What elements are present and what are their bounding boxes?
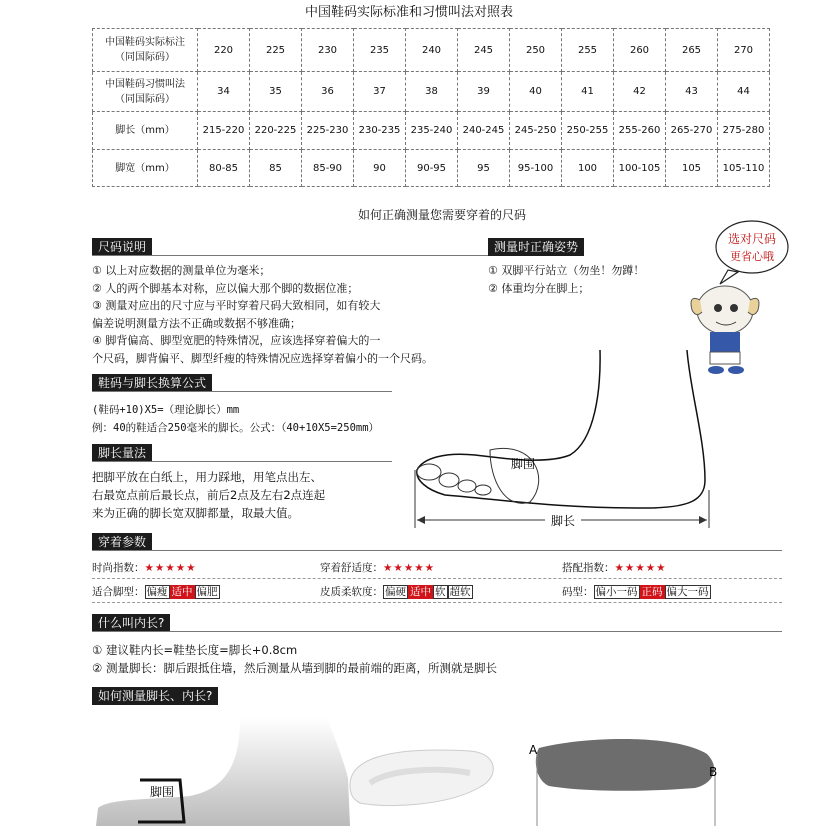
- table-cell: 240-245: [458, 112, 510, 150]
- row-header: 脚长（mm）: [93, 112, 198, 150]
- fit-foot-type: 适合脚型： 偏瘦 适中 偏肥: [92, 586, 218, 598]
- table-cell: 250: [510, 29, 562, 72]
- fit-tag: 超软: [449, 586, 471, 598]
- divider: [92, 391, 392, 392]
- table-cell: 41: [562, 72, 614, 112]
- table-cell: 40: [510, 72, 562, 112]
- size-note-text: ① 以上对应数据的测量单位为毫米； ② 人的两个脚基本对称，应以偏大那个脚的数据位准； ③ 测量对应出的尺寸应与平时穿着尺码大致相同，如有较大 偏差说明测量方法不正确或数据不够准确； ④ 脚背偏高、脚型宽肥的特殊情况，应该选择穿着偏大的一 个尺码，脚背偏平、脚型纤瘦的特殊情况应选择穿着偏小的一个尺码。: [92, 264, 433, 365]
- table-cell: 235-240: [406, 112, 458, 150]
- rating-fashion: 时尚指数：★★★★★: [92, 562, 197, 574]
- table-row: [93, 150, 770, 187]
- fit-tag: 偏瘦: [146, 586, 168, 598]
- row-header: 中国鞋码习惯叫法 （同国际码）: [93, 72, 198, 112]
- foot-side-drawing: [405, 330, 725, 535]
- bubble-line-1: 选对尺码: [727, 232, 777, 246]
- table-cell: 95: [458, 150, 510, 187]
- table-cell: 235: [354, 29, 406, 72]
- rating-match: 搭配指数：★★★★★: [562, 562, 667, 574]
- divider: [472, 255, 488, 256]
- footprint-image: [330, 725, 510, 825]
- table-cell: 270: [718, 29, 770, 72]
- table-cell: 255: [562, 29, 614, 72]
- fit-tag: 适中: [410, 586, 431, 598]
- row-header: 脚宽（mm）: [93, 150, 198, 187]
- table-cell: 230: [302, 29, 354, 72]
- inner-header: 什么叫内长?: [92, 614, 170, 632]
- divider: [92, 578, 782, 579]
- star-rating: ★★★★★: [614, 562, 667, 574]
- table-cell: 245-250: [510, 112, 562, 150]
- posture-header: 测量时正确姿势: [488, 238, 584, 256]
- table-cell: 220-225: [250, 112, 302, 150]
- table-row: [93, 72, 770, 112]
- divider: [92, 255, 472, 256]
- table-cell: 255-260: [614, 112, 666, 150]
- table-cell: 90: [354, 150, 406, 187]
- table-cell: 265: [666, 29, 718, 72]
- fit-tag: 偏小一码: [595, 586, 638, 598]
- divider: [92, 602, 782, 603]
- fit-tag: 软: [435, 586, 446, 598]
- insole-image: [525, 728, 725, 826]
- fit-tag: 适中: [171, 586, 193, 598]
- table-cell: 90-95: [406, 150, 458, 187]
- table-cell: 39: [458, 72, 510, 112]
- star-rating: ★★★★★: [383, 562, 436, 574]
- row-header: 中国鞋码实际标注 （同国际码）: [93, 29, 198, 72]
- table-cell: 36: [302, 72, 354, 112]
- table-cell: 44: [718, 72, 770, 112]
- table-cell: 260: [614, 29, 666, 72]
- divider: [92, 461, 392, 462]
- insole-point-b: B: [709, 765, 718, 779]
- formula-header: 鞋码与脚长换算公式: [92, 374, 212, 392]
- table-cell: 80-85: [198, 150, 250, 187]
- foot-length-label: 脚长: [550, 514, 576, 528]
- measure-header: 脚长量法: [92, 444, 152, 462]
- divider: [92, 550, 782, 551]
- table-row: [93, 29, 770, 72]
- bubble-line-2: 更省心哦: [730, 250, 774, 263]
- fit-tag: 偏硬: [385, 586, 406, 598]
- bottom-girth-label: 脚围: [149, 785, 175, 799]
- table-cell: 38: [406, 72, 458, 112]
- table-cell: 250-255: [562, 112, 614, 150]
- fit-tag: 偏大一码: [666, 586, 709, 598]
- rating-comfort: 穿着舒适度：★★★★★: [320, 562, 436, 574]
- table-cell: 225: [250, 29, 302, 72]
- table-cell: 225-230: [302, 112, 354, 150]
- measure-text: 把脚平放在白纸上，用力踩地，用笔点出左、 右最宽点前后最长点，前后2点及左右2点连起 来为正确的脚长宽双脚都量，取最大值。: [92, 470, 326, 520]
- formula-text: (鞋码+10)X5=（理论脚长）mm 例：40的鞋适合250毫米的脚长。公式：（40+10X5=250mm）: [92, 404, 380, 434]
- table-cell: 95-100: [510, 150, 562, 187]
- section-subtitle: 如何正确测量您需要穿着的尺码: [357, 208, 526, 222]
- fit-size-type: 码型： 偏小一码 正码 偏大一码: [562, 586, 709, 598]
- foot-girth-photo: [90, 718, 350, 826]
- table-cell: 230-235: [354, 112, 406, 150]
- divider: [92, 631, 782, 632]
- table-cell: 34: [198, 72, 250, 112]
- table-cell: 37: [354, 72, 406, 112]
- fit-leather-softness: 皮质柔软度： 偏硬 适中 软 超软: [320, 586, 471, 598]
- table-cell: 85-90: [302, 150, 354, 187]
- size-note-header: 尺码说明: [92, 238, 152, 256]
- table-cell: 105: [666, 150, 718, 187]
- table-cell: 275-280: [718, 112, 770, 150]
- table-cell: 100-105: [614, 150, 666, 187]
- table-cell: 43: [666, 72, 718, 112]
- table-cell: 245: [458, 29, 510, 72]
- posture-text: ① 双脚平行站立（勿坐！勿蹲！ ② 体重均分在脚上；: [488, 264, 645, 295]
- foot-girth-label: 脚围: [510, 457, 536, 471]
- page-title: 中国鞋码实际标准和习惯叫法对照表: [304, 5, 513, 20]
- table-row: [93, 112, 770, 150]
- table-cell: 85: [250, 150, 302, 187]
- how-header: 如何测量脚长、内长?: [92, 687, 218, 705]
- table-cell: 35: [250, 72, 302, 112]
- table-cell: 220: [198, 29, 250, 72]
- size-chart-table: [92, 28, 770, 187]
- table-cell: 105-110: [718, 150, 770, 187]
- table-cell: 215-220: [198, 112, 250, 150]
- fit-tag: 偏肥: [196, 586, 218, 598]
- table-cell: 42: [614, 72, 666, 112]
- table-cell: 240: [406, 29, 458, 72]
- wear-header: 穿着参数: [92, 533, 152, 551]
- table-cell: 265-270: [666, 112, 718, 150]
- inner-text: ① 建议鞋内长=鞋垫长度=脚长+0.8cm ② 测量脚长：脚后跟抵住墙，然后测量从墙到脚的最前端的距离，所测就是脚长: [92, 643, 497, 675]
- table-cell: 100: [562, 150, 614, 187]
- star-rating: ★★★★★: [144, 562, 197, 574]
- fit-tag: 正码: [641, 586, 663, 598]
- insole-point-a: A: [529, 743, 538, 757]
